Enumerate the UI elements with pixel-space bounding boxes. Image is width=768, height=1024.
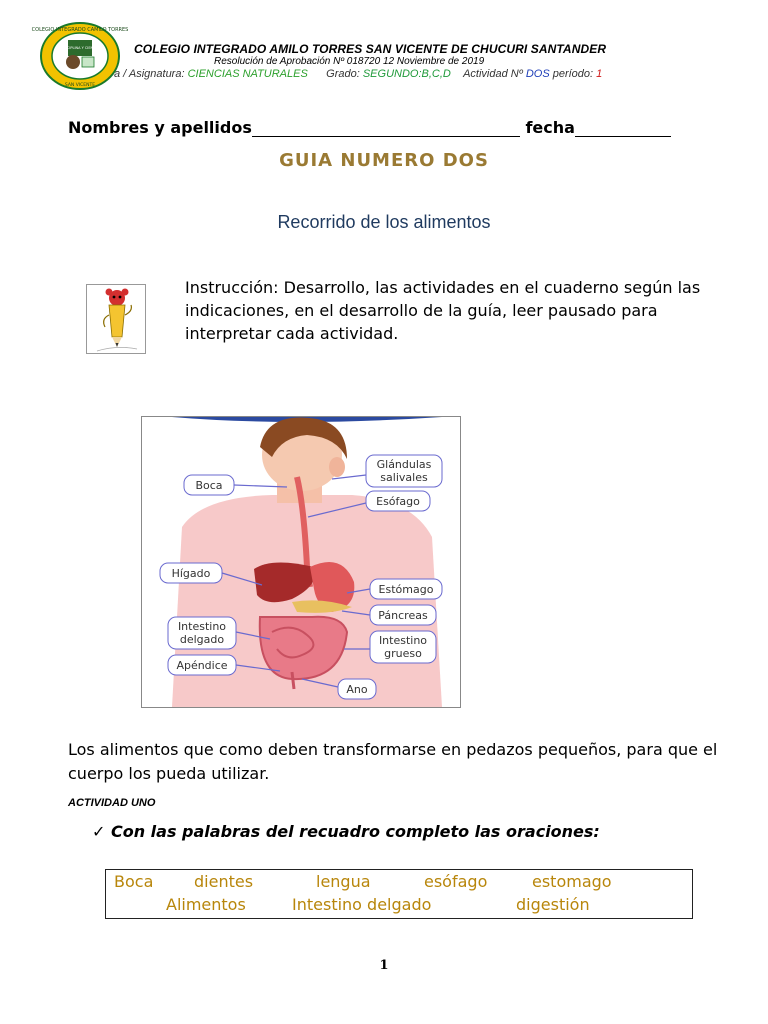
logo-bottom-text: SAN VICENTE bbox=[64, 83, 96, 88]
logo-inner-text: DISCIPLINA Y CIENCIA bbox=[60, 46, 100, 50]
label-pancreas: Páncreas bbox=[378, 609, 428, 622]
activity-instruction-line bbox=[92, 822, 600, 841]
word-bank-item: Boca bbox=[114, 872, 154, 891]
student-info-line bbox=[68, 118, 671, 137]
school-name: COLEGIO INTEGRADO AMILO TORRES SAN VICENTE DE CHUCURI SANTANDER bbox=[134, 42, 607, 56]
label-esofago: Esófago bbox=[376, 495, 420, 508]
label-ano: Ano bbox=[346, 683, 368, 696]
names-field[interactable] bbox=[252, 122, 520, 137]
label-intestino-delgado-2: delgado bbox=[179, 633, 225, 646]
word-bank-item: Alimentos bbox=[166, 895, 246, 914]
grade-value: SEGUNDO:B,C,D bbox=[362, 68, 451, 80]
word-bank-item: esófago bbox=[424, 872, 488, 891]
activity-value: DOS bbox=[525, 68, 550, 80]
period-label: período: bbox=[549, 68, 597, 80]
word-bank-item: digestión bbox=[516, 895, 590, 914]
names-label: Nombres y apellidos bbox=[68, 118, 252, 137]
label-intestino-grueso-2: grueso bbox=[384, 647, 422, 660]
label-glandulas-1: Glándulas bbox=[376, 458, 432, 471]
resolution-text: Resolución de Aprobación Nº 018720 12 Noviembre de 2019 bbox=[214, 56, 485, 67]
activity-label: Actividad Nº bbox=[463, 68, 526, 80]
logo-text: COLEGIO INTEGRADO CAMILO TORRES bbox=[31, 27, 129, 33]
checkmark-icon: ✓ bbox=[92, 822, 106, 841]
label-estomago: Estómago bbox=[378, 583, 434, 596]
label-higado: Hígado bbox=[171, 567, 211, 580]
word-bank-item: estomago bbox=[532, 872, 612, 891]
subject-line bbox=[114, 68, 602, 80]
word-bank-item: dientes bbox=[194, 872, 254, 891]
activity-instruction: Con las palabras del recuadro completo las oraciones: bbox=[110, 822, 600, 841]
guide-title: GUIA NUMERO DOS bbox=[279, 150, 489, 171]
label-intestino-grueso-1: Intestino bbox=[378, 634, 428, 647]
activity-title: ACTIVIDAD UNO bbox=[68, 797, 156, 809]
topic-title: Recorrido de los alimentos bbox=[277, 212, 491, 232]
label-boca: Boca bbox=[195, 479, 223, 492]
pencil-illustration bbox=[86, 284, 146, 354]
label-apendice: Apéndice bbox=[176, 659, 228, 672]
period-value: 1 bbox=[596, 68, 603, 80]
label-glandulas-2: salivales bbox=[380, 471, 428, 484]
digestive-system-diagram bbox=[141, 416, 461, 708]
word-bank-item: Intestino delgado bbox=[292, 895, 432, 914]
grade-label: Grado: bbox=[326, 68, 363, 80]
date-label: fecha bbox=[525, 118, 575, 137]
school-logo bbox=[31, 22, 129, 90]
subject-prefix: a / Asignatura: bbox=[114, 68, 188, 80]
date-field[interactable] bbox=[575, 122, 671, 137]
subject-value: CIENCIAS NATURALES bbox=[187, 68, 308, 80]
word-bank-box bbox=[105, 869, 693, 919]
body-paragraph: Los alimentos que como deben transformarse en pedazos pequeños, para que el cuerpo los pueda utilizar. bbox=[68, 740, 718, 783]
word-bank-item: lengua bbox=[316, 872, 371, 891]
instruction-text: Instrucción: Desarrollo, las actividades en el cuaderno según las indicaciones, en el desarrollo de la guía, leer pausado para interpretar cada actividad. bbox=[185, 278, 701, 343]
page-number: 1 bbox=[379, 958, 389, 973]
label-intestino-delgado-1: Intestino bbox=[177, 620, 227, 633]
